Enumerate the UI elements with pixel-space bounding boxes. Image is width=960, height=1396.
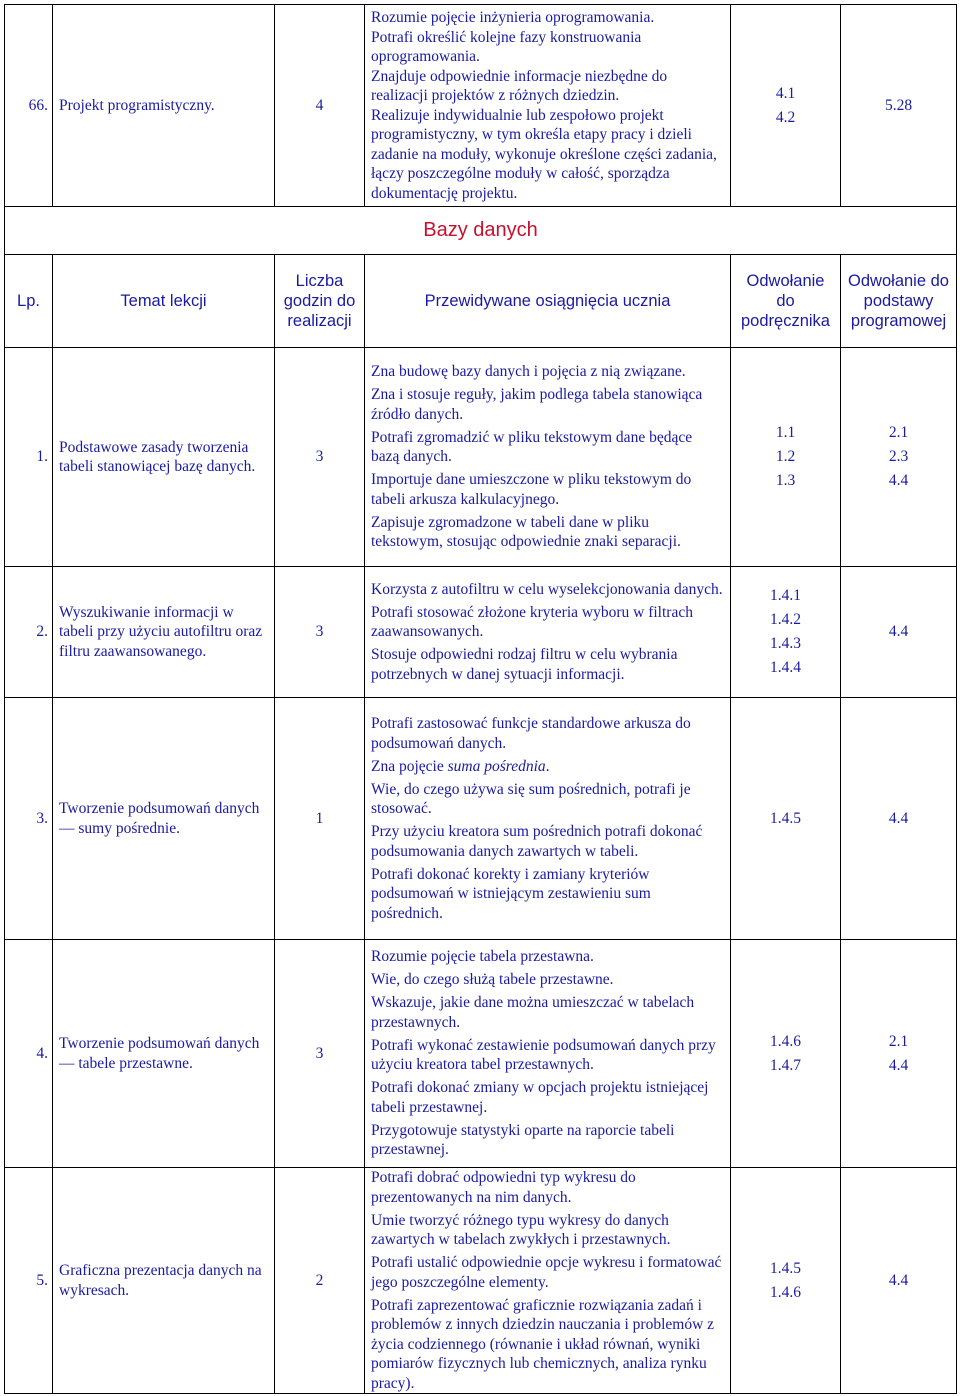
lesson-topic: Wyszukiwanie informacji w tabeli przy użyciu autofiltru oraz filtru zaawansowanego. (53, 567, 275, 698)
textbook-ref-item: 1.4.3 (770, 635, 801, 652)
achievement-item: Rozumie pojęcie inżynieria oprogramowania. (371, 9, 655, 26)
section-title: Bazy danych (5, 207, 957, 255)
curriculum-ref-item: 2.1 (888, 424, 909, 441)
achievement-item: Umie tworzyć różnego typu wykresy do danych zawartych w tabelach zwykłych i przestawnych. (371, 1211, 671, 1248)
textbook-ref-item: 4.1 (775, 84, 796, 102)
textbook-reference (731, 1168, 841, 1394)
lesson-number: 3. (5, 698, 53, 940)
textbook-reference (731, 940, 841, 1168)
table-row (5, 5, 957, 207)
achievement-item: Przygotowuje statystyki oparte na raporcie tabeli przestawnej. (371, 1121, 675, 1159)
achievement-item: Przy użyciu kreatora sum pośrednich potrafi dokonać podsumowania danych zawartych w tabeli. (371, 823, 703, 860)
achievement-item: Zna i stosuje reguły, jakim podlega tabela stanowiąca źródło danych. (371, 386, 703, 423)
lesson-topic: Tworzenie podsumowań danych — tabele przestawne. (53, 940, 275, 1168)
achievement-item: Potrafi dobrać odpowiedni typ wykresu do prezentowanych na nim danych. (371, 1169, 636, 1206)
lesson-number: 66. (5, 5, 53, 207)
curriculum-ref-item: 4.4 (888, 809, 909, 827)
header-row (5, 255, 957, 348)
achievement-item: Potrafi zgromadzić w pliku tekstowym dane będące bazą danych. (371, 428, 693, 466)
curriculum-reference (841, 567, 957, 698)
lesson-topic: Tworzenie podsumowań danych — sumy pośrednie. (53, 698, 275, 940)
achievement-item: Znajduje odpowiednie informacje niezbędne do realizacji projektów z różnych dziedzin. (371, 67, 668, 104)
header-textbook: Odwołanie do podręcznika (731, 255, 841, 348)
section-row (5, 207, 957, 255)
achievement-item: Korzysta z autofiltru w celu wyselekcjonowania danych. (371, 580, 723, 598)
header-curriculum: Odwołanie do podstawy programowej (841, 255, 957, 348)
achievement-item: Potrafi ustalić odpowiednie opcje wykresu i formatować jego poszczególne elementy. (371, 1254, 722, 1291)
curriculum-ref-item: 2.1 (888, 1032, 909, 1050)
header-hours: Liczba godzin do realizacji (275, 255, 365, 348)
achievement-item: Wskazuje, jakie dane można umieszczać w tabelach przestawnych. (371, 994, 695, 1031)
lesson-hours: 1 (275, 698, 365, 940)
achievement-item: Wie, do czego służą tabele przestawne. (371, 971, 614, 989)
textbook-ref-item: 1.4.5 (770, 809, 801, 827)
header-achievements: Przewidywane osiągnięcia ucznia (365, 255, 731, 348)
textbook-reference (731, 567, 841, 698)
achievement-item: Zna budowę bazy danych i pojęcia z nią związane. (371, 363, 686, 381)
lesson-hours: 3 (275, 940, 365, 1168)
achievement-item: Zna pojęcie suma pośrednia. (371, 757, 550, 775)
textbook-ref-item: 1.4.6 (770, 1283, 801, 1301)
table-row (5, 698, 957, 940)
textbook-ref-item: 4.2 (775, 108, 796, 126)
table-row (5, 940, 957, 1168)
achievement-item: Potrafi stosować złożone kryteria wyboru w filtrach zaawansowanych. (371, 603, 693, 641)
textbook-ref-item: 1.4.6 (770, 1032, 801, 1050)
lesson-topic: Podstawowe zasady tworzenia tabeli stanowiącej bazę danych. (53, 348, 275, 567)
lesson-topic: Graficzna prezentacja danych na wykresach. (53, 1168, 275, 1394)
achievements-cell (365, 1168, 731, 1394)
achievements-cell (365, 348, 731, 567)
lesson-number: 1. (5, 348, 53, 567)
table-row (5, 348, 957, 567)
table-row (5, 1168, 957, 1394)
lesson-topic: Projekt programistyczny. (53, 5, 275, 207)
achievement-item: Importuje dane umieszczone w pliku tekstowym do tabeli arkusza kalkulacyjnego. (371, 471, 692, 508)
achievement-item: Potrafi dokonać zmiany w opcjach projektu istniejącej tabeli przestawnej. (371, 1079, 709, 1116)
curriculum-ref-item: 2.3 (888, 448, 909, 465)
achievement-item: Potrafi zastosować funkcje standardowe arkusza do podsumowań danych. (371, 715, 691, 752)
achievements-cell (365, 698, 731, 940)
achievement-item: Potrafi dokonać korekty i zamiany kryteriów podsumowań w istniejącym zestawieniu sum pośrednich. (371, 865, 651, 922)
lesson-number: 4. (5, 940, 53, 1168)
lesson-hours: 2 (275, 1168, 365, 1394)
header-lp: Lp. (5, 255, 53, 348)
curriculum-reference (841, 5, 957, 207)
achievement-item: Wie, do czego używa się sum pośrednich, potrafi je stosować. (371, 780, 691, 817)
curriculum-reference (841, 348, 957, 567)
textbook-reference (731, 698, 841, 940)
achievement-item: Potrafi określić kolejne fazy konstruowania oprogramowania. (371, 28, 642, 65)
achievement-item: Potrafi zaprezentować graficznie rozwiązania zadań i problemów z innych dziedzin nauczania i problemów z życia codziennego (równanie i układ równań, wyniki pomiarów fizycznych lub chemicznych, analiza rynku pracy). (371, 1296, 715, 1392)
textbook-ref-item: 1.4.2 (770, 611, 801, 628)
achievement-item: Realizuje indywidualnie lub zespołowo projekt programistyczny, w tym określa etapy pracy i dzieli zadanie na moduły, wykonuje określone części zadania, łączy poszczególne moduły w całość, sporządza dokumentację projektu. (371, 106, 717, 202)
curriculum-ref-item: 5.28 (884, 96, 913, 114)
curriculum-ref-item: 4.4 (888, 1056, 909, 1074)
curriculum-ref-item: 4.4 (888, 1271, 909, 1289)
textbook-ref-item: 1.4.1 (770, 587, 801, 604)
textbook-ref-item: 1.1 (775, 424, 796, 441)
textbook-ref-item: 1.4.5 (770, 1259, 801, 1277)
achievements-cell (365, 567, 731, 698)
textbook-ref-item: 1.4.4 (770, 659, 801, 676)
curriculum-reference (841, 698, 957, 940)
lesson-hours: 4 (275, 5, 365, 207)
achievements-cell (365, 5, 731, 207)
textbook-reference (731, 5, 841, 207)
lesson-hours: 3 (275, 348, 365, 567)
curriculum-reference (841, 940, 957, 1168)
table-row (5, 567, 957, 698)
achievement-item: Zapisuje zgromadzone w tabeli dane w pliku tekstowym, stosując odpowiednie znaki separacji. (371, 513, 681, 551)
header-topic: Temat lekcji (53, 255, 275, 348)
achievements-cell (365, 940, 731, 1168)
curriculum-ref-item: 4.4 (888, 472, 909, 489)
lesson-hours: 3 (275, 567, 365, 698)
curriculum-table (4, 4, 957, 1394)
textbook-ref-item: 1.2 (775, 448, 796, 465)
lesson-number: 5. (5, 1168, 53, 1394)
lesson-number: 2. (5, 567, 53, 698)
textbook-ref-item: 1.4.7 (770, 1056, 801, 1074)
textbook-reference (731, 348, 841, 567)
achievement-item: Rozumie pojęcie tabela przestawna. (371, 948, 594, 966)
achievement-item: Stosuje odpowiedni rodzaj filtru w celu wybrania potrzebnych w danej sytuacji informacji. (371, 646, 678, 683)
curriculum-ref-item: 4.4 (888, 623, 909, 640)
curriculum-reference (841, 1168, 957, 1394)
textbook-ref-item: 1.3 (775, 472, 796, 489)
achievement-item: Potrafi wykonać zestawienie podsumowań danych przy użyciu kreatora tabel przestawnych. (371, 1036, 716, 1074)
